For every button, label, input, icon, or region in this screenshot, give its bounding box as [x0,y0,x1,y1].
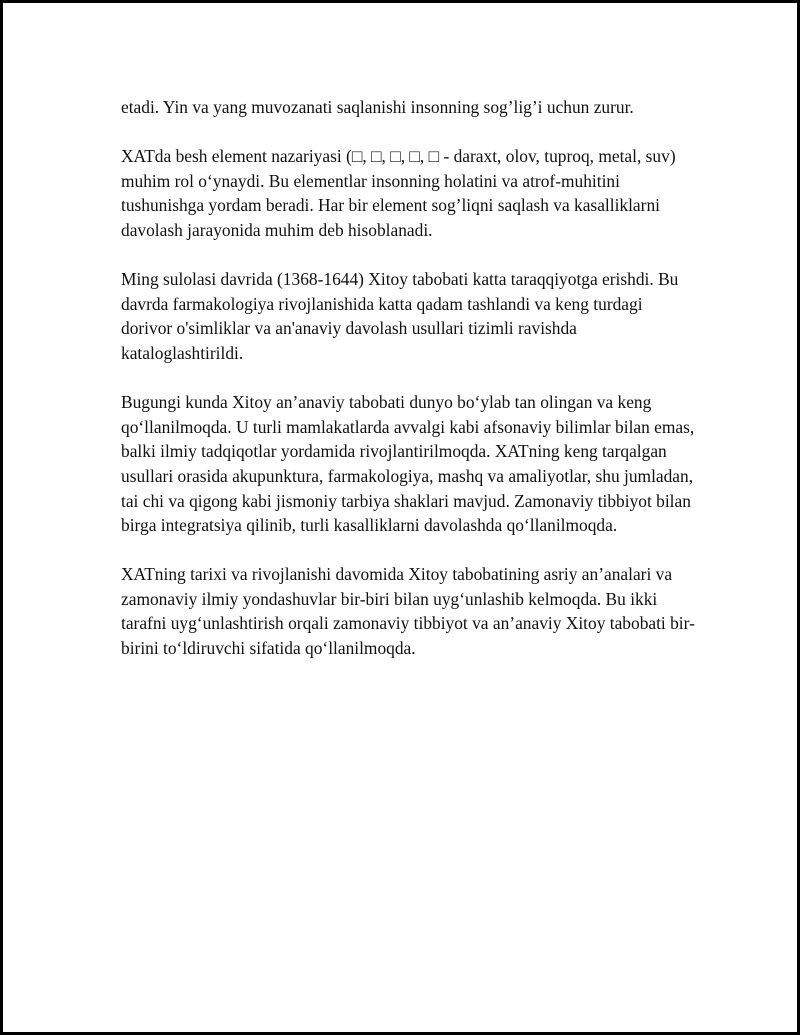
paragraph-ming-dynasty: Ming sulolasi davrida (1368-1644) Xitoy tabobati katta taraqqiyotga erishdi. Bu davrda farmakologiya rivojlanishida katta qadam tashlandi va keng turdagi dorivor o'simliklar va an'anaviy davolash usullari tizimli ravishda kataloglashtirildi. [121,269,679,363]
document-body [121,95,695,685]
paragraph-modern-tcm: Bugungi kunda Xitoy an’anaviy tabobati dunyo bo‘ylab tan olingan va keng qo‘llanilmoqda. U turli mamlakatlarda avvalgi kabi afsonaviy bilimlar bilan emas, balki ilmiy tadqiqotlar yordamida rivojlantirilmoqda. XATning keng tarqalgan usullari orasida akupunktura, farmakologiya, mashq va amaliyotlar, shu jumladan, tai chi va qigong kabi jismoniy tarbiya shaklari mavjud. Zamonaviy tibbiyot bilan birga integratsiya qilinib, turli kasalliklarni davolashda qo‘llanilmoqda. [121,392,695,536]
paragraph-five-elements: XATda besh element nazariyasi (□, □, □, □, □ - daraxt, olov, tuproq, metal, suv) muhim rol o‘ynaydi. Bu elementlar insonning holatini va atrof-muhitini tushunishga yordam beradi. Har bir element sog’liqni saqlash va kasalliklarni davolash jarayonida muhim deb hisoblanadi. [121,146,676,240]
paragraph-yin-yang: etadi. Yin va yang muvozanati saqlanishi insonning sog’lig’i uchun zurur. [121,97,634,117]
paragraph-conclusion: XATning tarixi va rivojlanishi davomida Xitoy tabobatining asriy an’analari va zamonaviy ilmiy yondashuvlar bir-biri bilan uyg‘unlashib kelmoqda. Bu ikki tarafni uyg‘unlashtirish orqali zamonaviy tibbiyot va an’anaviy Xitoy tabobati bir-birini to‘ldiruvchi sifatida qo‘llanilmoqda. [121,564,695,659]
